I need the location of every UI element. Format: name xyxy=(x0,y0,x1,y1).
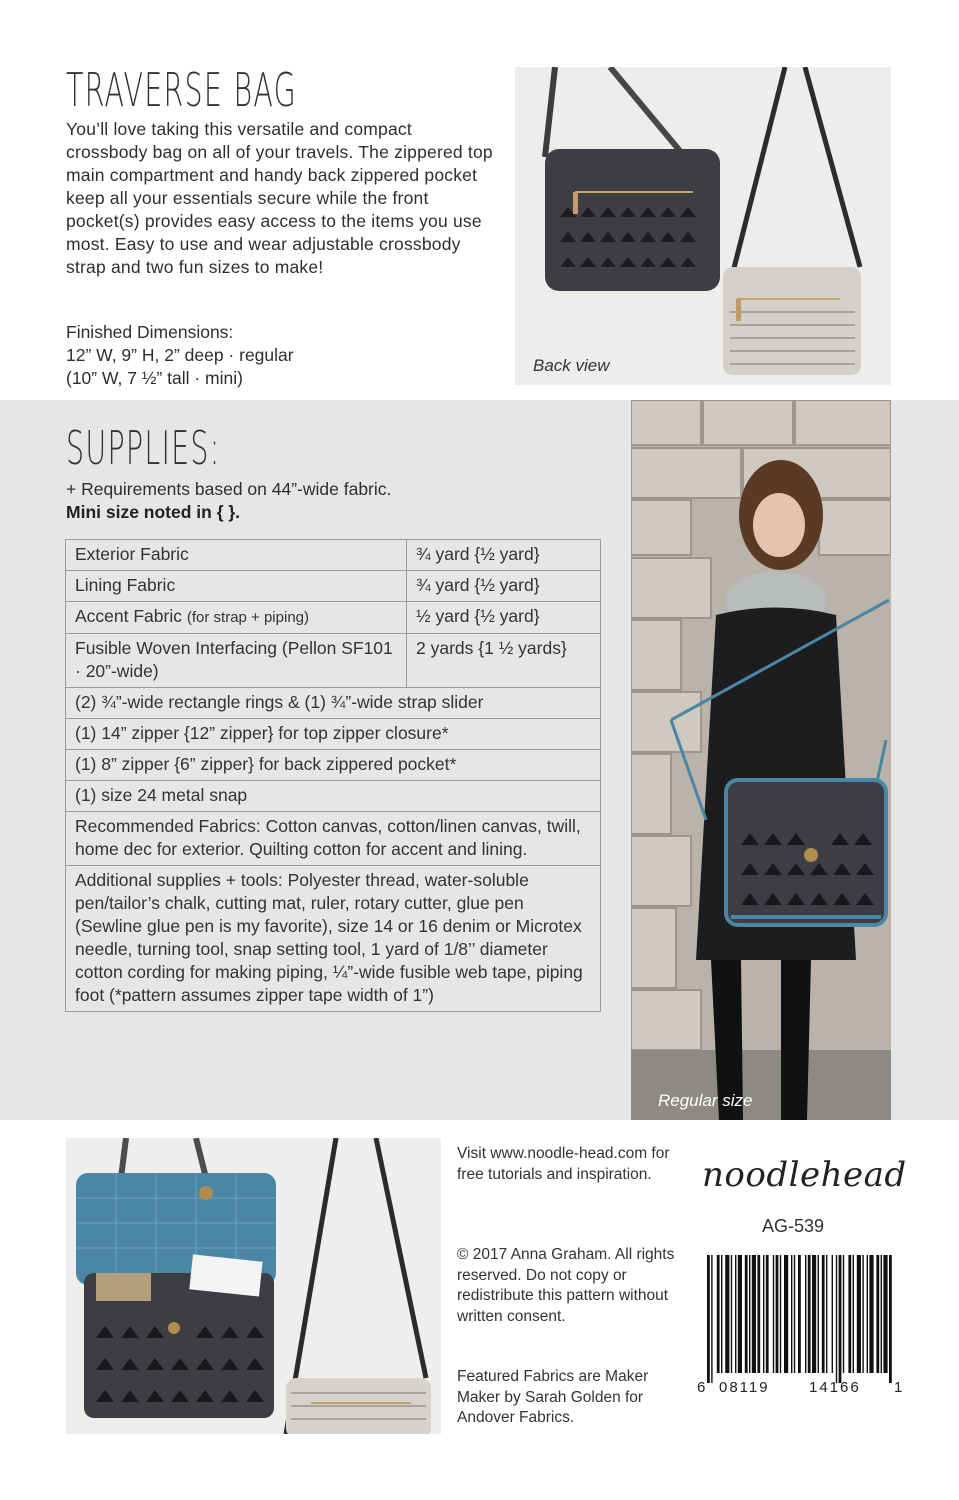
barcode xyxy=(697,1255,902,1400)
copyright-text: © 2017 Anna Graham. All rights reserved. Do not copy or redistribute this pattern without written consent. xyxy=(457,1246,675,1325)
barcode-bar xyxy=(857,1255,861,1373)
barcode-bar xyxy=(889,1255,892,1383)
regular-size-photo xyxy=(631,400,891,1120)
supplies-title: SUPPLIES: xyxy=(66,421,221,475)
barcode-first-digit: 6 xyxy=(697,1379,706,1396)
supply-qty: ¾ yard {½ yard} xyxy=(407,540,601,571)
back-view-caption: Back view xyxy=(533,356,610,375)
back-view-photo xyxy=(515,67,891,385)
finished-dimensions xyxy=(66,321,294,390)
table-row xyxy=(66,688,601,719)
supply-item: Fusible Woven Interfacing (Pellon SF101 · 20”-wide) xyxy=(66,634,407,688)
barcode-bar xyxy=(725,1255,729,1373)
requirements-note: + Requirements based on 44”-wide fabric. xyxy=(66,479,392,499)
barcode-bar xyxy=(711,1255,712,1383)
supply-line: (1) size 24 metal snap xyxy=(66,781,601,812)
table-row xyxy=(66,719,601,750)
table-row xyxy=(66,781,601,812)
barcode-bar xyxy=(843,1255,844,1373)
barcode-bar xyxy=(818,1255,819,1373)
barcode-bar xyxy=(749,1255,750,1373)
barcode-bar xyxy=(784,1255,788,1373)
barcode-bar xyxy=(731,1255,732,1373)
barcode-left-digits: 08119 xyxy=(719,1379,770,1396)
mini-size-note: Mini size noted in { }. xyxy=(66,502,241,522)
barcode-bar xyxy=(808,1255,811,1373)
barcode-bar xyxy=(794,1255,795,1373)
featured-fabrics-text: Featured Fabrics are Maker Maker by Sarah Golden for Andover Fabrics. xyxy=(457,1368,649,1426)
supply-item-note: (for strap + piping) xyxy=(186,609,309,626)
regular-size-caption: Regular size xyxy=(658,1091,753,1110)
barcode-bar xyxy=(776,1255,779,1373)
supply-item xyxy=(66,602,407,634)
barcode-bar xyxy=(791,1255,792,1373)
barcode-bar xyxy=(798,1255,801,1373)
barcode-bar xyxy=(822,1255,825,1373)
dims-mini: (10” W, 7 ½” tall · mini) xyxy=(66,368,243,388)
barcode-bar xyxy=(766,1255,769,1373)
barcode-bar xyxy=(752,1255,756,1373)
barcode-bar xyxy=(735,1255,736,1373)
visit-text: Visit www.noodle-head.com for free tutorials and inspiration. xyxy=(457,1145,670,1183)
supply-line: (1) 8” zipper {6” zipper} for back zippered pocket* xyxy=(66,750,601,781)
table-row xyxy=(66,602,601,634)
noodlehead-logo: noodlehead xyxy=(702,1155,907,1195)
barcode-bar xyxy=(763,1255,764,1373)
barcode-bar xyxy=(757,1255,760,1373)
barcode-bar xyxy=(745,1255,748,1373)
recommended-fabrics: Recommended Fabrics: Cotton canvas, cotton/linen canvas, twill, home dec for exterior. Quilting cotton for accent and lining. xyxy=(66,812,601,866)
table-row xyxy=(66,866,601,1012)
barcode-bar xyxy=(773,1255,774,1373)
barcode-bar xyxy=(707,1255,710,1383)
supply-qty: 2 yards {1 ½ yards} xyxy=(407,634,601,688)
page-title: TRAVERSE BAG xyxy=(66,63,297,117)
supply-line: (1) 14” zipper {12” zipper} for top zipper closure* xyxy=(66,719,601,750)
dims-regular: 12” W, 9” H, 2” deep · regular xyxy=(66,345,294,365)
barcode-right-digits: 14166 xyxy=(809,1379,861,1396)
barcode-bar xyxy=(805,1255,806,1373)
intro-text: You’ll love taking this versatile and compact crossbody bag on all of your travels. The zippered top main compartment and handy back zippered pocket keep all your essentials secure while the front pocket(s) provides easy access to the items you use most. Easy to use and wear adjustable crossbody strap and two fun sizes to make! xyxy=(66,119,493,277)
barcode-bar xyxy=(832,1255,833,1373)
table-row xyxy=(66,634,601,688)
supply-item: Lining Fabric xyxy=(66,571,407,602)
barcode-bar xyxy=(780,1255,781,1373)
barcode-bar xyxy=(848,1255,851,1373)
supply-line: (2) ¾”-wide rectangle rings & (1) ¾”-wide strap slider xyxy=(66,688,601,719)
barcode-bar xyxy=(881,1255,882,1373)
barcode-last-digit: 1 xyxy=(894,1379,903,1396)
supply-item: Exterior Fabric xyxy=(66,540,407,571)
dims-label: Finished Dimensions: xyxy=(66,322,234,342)
table-row xyxy=(66,750,601,781)
barcode-bar xyxy=(869,1255,873,1373)
barcode-bar xyxy=(738,1255,742,1373)
barcode-bar xyxy=(717,1255,720,1373)
barcode-bar xyxy=(839,1255,842,1383)
table-row xyxy=(66,571,601,602)
supply-item-label: Accent Fabric xyxy=(75,606,182,626)
barcode-bar xyxy=(812,1255,816,1373)
barcode-bar xyxy=(876,1255,879,1373)
barcode-bar xyxy=(853,1255,854,1373)
pattern-sku: AG-539 xyxy=(762,1216,825,1236)
barcode-bar xyxy=(836,1255,837,1383)
supplies-table xyxy=(65,539,601,1012)
table-row xyxy=(66,812,601,866)
barcode-bar xyxy=(862,1255,863,1373)
barcode-bar xyxy=(883,1255,887,1373)
supply-qty: ¾ yard {½ yard} xyxy=(407,571,601,602)
additional-supplies: Additional supplies + tools: Polyester thread, water-soluble pen/tailor’s chalk, cutting mat, ruler, rotary cutter, glue pen (Sewline glue pen is my favorite), size 14 or 16 denim or Microtex needle, turning tool, snap setting tool, 1 yard of 1/8’’ diameter cotton cording for making piping, ¼”-wide fusible web tape, piping foot (*pattern assumes zipper tape width of 1”) xyxy=(66,866,601,1012)
table-row xyxy=(66,540,601,571)
front-pocket-photo xyxy=(66,1138,441,1434)
barcode-bar xyxy=(721,1255,722,1373)
supply-qty: ½ yard {½ yard} xyxy=(407,602,601,634)
barcode-bar xyxy=(867,1255,868,1373)
barcode-bar xyxy=(826,1255,827,1373)
